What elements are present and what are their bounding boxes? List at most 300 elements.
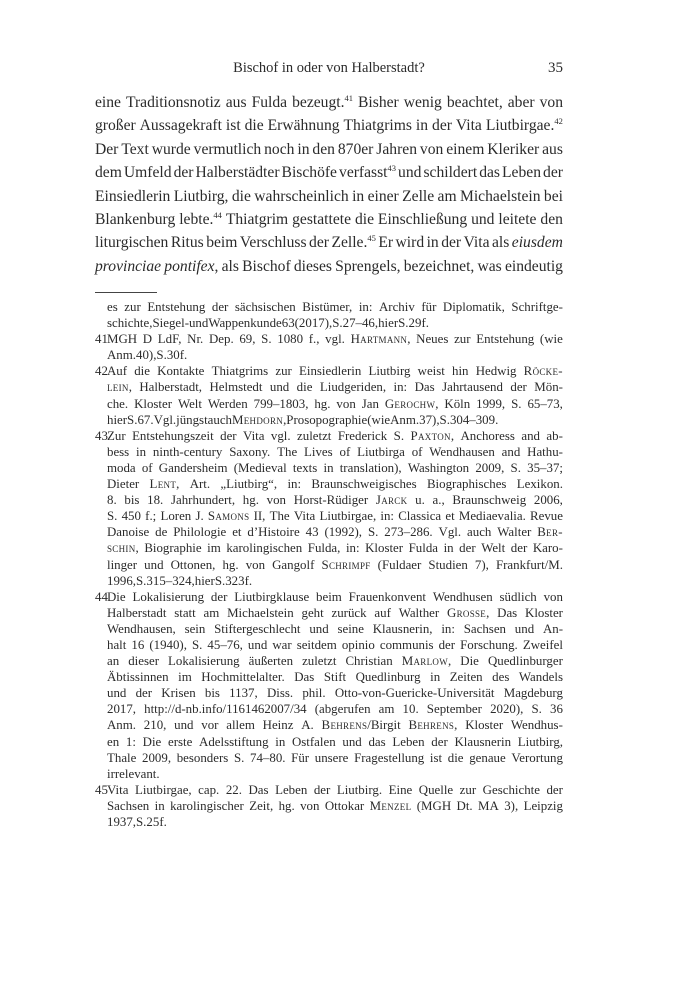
text-run: für — [421, 300, 437, 314]
author-name-small-caps: Gerochw — [384, 396, 436, 411]
word — [107, 299, 118, 315]
word — [527, 460, 563, 476]
text-run: 43 — [305, 525, 319, 540]
word — [315, 750, 349, 766]
text-run: 450 — [121, 509, 141, 524]
text-run: eine — [95, 94, 121, 111]
word — [294, 508, 315, 524]
word — [107, 814, 136, 830]
text-run: wurde — [151, 140, 191, 158]
text-run: Lives — [304, 444, 333, 459]
word — [521, 428, 540, 444]
word — [511, 460, 521, 476]
word — [144, 557, 163, 573]
word — [229, 444, 270, 460]
word — [540, 91, 563, 114]
word — [343, 315, 378, 331]
text-run: bis — [124, 493, 140, 508]
footnote-number: 45 — [95, 782, 108, 797]
text-run: als — [491, 234, 510, 252]
word — [107, 460, 136, 476]
word — [467, 524, 491, 540]
text-run: 18. — [147, 493, 164, 508]
text-run: Auf — [107, 364, 128, 379]
text-run: 45–76, — [207, 637, 243, 652]
text-run: Vita — [455, 117, 482, 135]
text-run: (2017), — [294, 316, 333, 331]
text-run: Die — [142, 734, 162, 749]
word — [132, 589, 204, 605]
text-run: Jahren — [376, 140, 417, 158]
word — [476, 331, 534, 347]
text-run: S. — [511, 396, 522, 411]
word — [460, 782, 476, 798]
text-run: Jahrtausend — [442, 380, 503, 395]
text-run: 25 — [146, 815, 160, 829]
text-run: Das — [497, 605, 518, 620]
word — [124, 492, 139, 508]
author-name-small-caps: lein — [107, 380, 129, 395]
author-name-small-caps: Marlow — [401, 654, 449, 669]
text-run: wird — [395, 234, 425, 252]
word — [300, 798, 319, 814]
word — [359, 299, 373, 315]
word — [248, 782, 268, 798]
text-run: Anm. — [107, 718, 137, 733]
text-run: Dep. — [208, 332, 234, 347]
word — [524, 363, 563, 379]
text-run: Lokalisierung — [168, 654, 240, 669]
text-run: Jan — [361, 396, 379, 411]
word — [154, 412, 177, 428]
text-run: Für — [291, 750, 310, 765]
text-run: MA — [478, 798, 499, 813]
text-run: 304–309. — [449, 412, 499, 427]
word — [149, 637, 187, 653]
footnote-line — [107, 798, 563, 814]
text-run: der — [432, 117, 452, 135]
text-run: Braunschweig — [452, 493, 527, 508]
word — [419, 412, 439, 428]
word — [220, 476, 277, 492]
text-run: Dieter — [107, 477, 140, 492]
text-run: Thale — [107, 750, 137, 765]
word — [355, 208, 374, 231]
text-run: den — [540, 210, 563, 228]
text-run: Sprengels, — [335, 257, 401, 275]
word — [180, 347, 188, 363]
text-run: 1137, — [229, 686, 258, 701]
text-run: in — [430, 670, 441, 685]
footnote-line — [107, 299, 563, 315]
word — [177, 750, 229, 766]
text-run: aber — [507, 94, 535, 111]
word — [524, 798, 563, 814]
word — [136, 685, 152, 701]
text-run: vgl. — [325, 332, 345, 347]
footnote-line — [107, 717, 563, 733]
word — [394, 428, 404, 444]
word — [441, 231, 461, 254]
word — [295, 315, 333, 331]
word — [465, 717, 503, 733]
word — [419, 782, 453, 798]
text-run: Die — [460, 654, 479, 669]
text-run: Äbtissinnen — [107, 670, 169, 685]
text-run: Ottonen, — [170, 557, 216, 572]
text-run: seine — [337, 621, 364, 636]
text-run: und — [188, 316, 209, 331]
word — [208, 508, 249, 524]
word — [511, 750, 563, 766]
text-run: Bistümer, — [302, 300, 353, 314]
text-run: 210, — [143, 718, 167, 733]
word — [402, 185, 434, 208]
footnote-line — [107, 782, 563, 798]
footnote-42 — [95, 363, 563, 427]
text-run: en — [107, 734, 120, 749]
word — [142, 460, 153, 476]
word — [358, 91, 399, 114]
text-run: Werden — [207, 396, 248, 411]
text-run: zur — [459, 782, 477, 797]
text-run: einer — [367, 187, 399, 205]
text-run: 2009, — [142, 750, 172, 765]
word — [208, 412, 232, 428]
text-run: S. — [367, 525, 379, 540]
text-run: , — [283, 412, 287, 427]
text-run: Sachsen — [463, 621, 506, 636]
text-run: Siegel- — [152, 316, 189, 331]
word — [448, 750, 464, 766]
word — [444, 540, 454, 556]
word — [156, 347, 166, 363]
text-run: Lokalisierung — [132, 589, 205, 604]
text-run: auch — [207, 412, 232, 427]
text-run: , — [448, 654, 452, 669]
word — [136, 347, 156, 363]
word — [399, 605, 439, 621]
word — [187, 331, 203, 347]
word — [107, 653, 119, 669]
footnote-45 — [95, 782, 563, 830]
word — [338, 428, 387, 444]
word — [107, 621, 176, 637]
word — [418, 363, 445, 379]
footnote-number: 42 — [95, 364, 108, 379]
italic-text: provinciae — [95, 257, 162, 275]
word — [373, 621, 433, 637]
text-run: 2020), — [490, 702, 524, 717]
text-run: Michaelstein — [459, 187, 541, 205]
text-run: Heinz — [262, 718, 294, 733]
text-run: Horst-Rüdiger — [293, 493, 369, 508]
text-run: J. — [195, 509, 204, 524]
word — [194, 138, 262, 161]
text-run: von — [336, 396, 356, 411]
word — [211, 589, 227, 605]
footnote-line — [107, 412, 563, 428]
text-run: karolingischer — [170, 798, 244, 813]
text-run: Liutbirgae. — [485, 117, 555, 135]
text-run: die — [134, 364, 150, 379]
word — [404, 255, 475, 278]
text-run: 1: — [125, 734, 136, 749]
text-run: Zweifel — [522, 637, 563, 652]
word — [107, 589, 126, 605]
footnote-line — [107, 589, 563, 605]
word — [95, 255, 161, 278]
footnote-line — [107, 331, 563, 347]
author-name-small-caps: Samons — [207, 509, 250, 524]
text-run: a., — [432, 493, 445, 508]
word — [153, 444, 222, 460]
text-run: Kleriker — [487, 140, 540, 158]
text-run: von — [300, 798, 320, 813]
word — [357, 444, 405, 460]
word — [250, 750, 285, 766]
word — [286, 412, 367, 428]
word — [107, 701, 136, 717]
text-run: bezeugt. — [292, 94, 345, 111]
author-name-small-caps: Schrimpf — [321, 557, 371, 572]
author-name-small-caps: Mehdorn — [232, 412, 284, 427]
text-run: in — [415, 117, 429, 135]
text-run: sächsischen — [234, 300, 296, 314]
word — [427, 476, 506, 492]
footnote-line — [107, 363, 563, 379]
text-run: Vita — [243, 428, 265, 443]
word — [408, 717, 457, 733]
word — [122, 508, 141, 524]
text-run: Traditionsnotiz — [126, 94, 221, 111]
text-run: in: — [358, 300, 373, 314]
text-run: 2009, — [475, 460, 505, 475]
text-run: Einschließung — [377, 210, 468, 228]
word — [457, 798, 473, 814]
text-run: Aussagekraft — [139, 117, 222, 135]
text-run: Quedlinburg — [355, 670, 421, 685]
text-run: (abgerufen — [314, 702, 371, 717]
word — [124, 161, 172, 184]
word — [107, 379, 132, 395]
body-line — [95, 231, 563, 254]
text-run: texts — [292, 460, 318, 475]
word — [222, 557, 238, 573]
text-run: am — [437, 187, 457, 205]
word — [445, 508, 454, 524]
word — [107, 734, 119, 750]
text-run: Liutbirg. — [336, 782, 383, 797]
text-run: Zelle — [402, 187, 435, 205]
word — [173, 524, 226, 540]
text-run: sein — [184, 621, 206, 636]
word — [331, 231, 375, 254]
text-run: Adelsstiftung — [199, 734, 269, 749]
text-run: Classica — [398, 509, 442, 524]
text-run: genaue — [469, 750, 506, 765]
word — [498, 208, 536, 231]
text-run: (1940), — [149, 637, 187, 652]
text-run: 10. — [402, 702, 419, 717]
text-run: irrelevant. — [107, 766, 160, 781]
text-run: bezeichnet, — [403, 257, 475, 275]
text-run: das — [368, 734, 386, 749]
text-run: 30 — [166, 348, 180, 363]
text-run: II, — [253, 509, 266, 524]
word — [304, 444, 333, 460]
text-run: Mediaevalia. — [458, 509, 526, 524]
word — [432, 114, 452, 137]
text-run: auch — [467, 525, 492, 540]
footnote-line — [107, 685, 563, 701]
text-run: Jahrhundert, — [171, 493, 236, 508]
word — [511, 717, 563, 733]
word — [292, 91, 353, 114]
text-run: Wendhusen — [432, 589, 493, 604]
text-run: Hochmittelalter. — [201, 670, 285, 685]
word — [294, 492, 368, 508]
text-run: , — [407, 332, 411, 347]
text-run: hier — [194, 573, 215, 588]
word — [527, 396, 562, 412]
text-run: von — [419, 140, 444, 158]
text-run: statt — [174, 605, 196, 620]
word — [354, 750, 424, 766]
footnote-reference: 41 — [344, 93, 353, 103]
word — [294, 255, 332, 278]
word — [342, 637, 375, 653]
text-run: Revue — [530, 509, 563, 524]
word — [143, 734, 162, 750]
word — [185, 621, 206, 637]
footnote-line — [107, 621, 563, 637]
word — [168, 653, 240, 669]
word — [540, 208, 563, 231]
text-run: of — [339, 444, 351, 459]
word — [459, 508, 526, 524]
word — [416, 114, 428, 137]
text-run: Leipzig — [523, 798, 563, 813]
word — [179, 208, 222, 231]
word — [107, 766, 160, 782]
word — [287, 476, 301, 492]
word — [492, 669, 509, 685]
text-run: phil. — [302, 686, 326, 701]
text-run: Thiatgrims — [343, 117, 412, 135]
body-line — [95, 185, 563, 208]
footnote-line — [107, 315, 563, 331]
word — [471, 208, 494, 231]
word — [340, 460, 402, 476]
word — [254, 185, 348, 208]
word — [389, 782, 413, 798]
word — [544, 185, 563, 208]
text-run: 40), — [136, 348, 157, 363]
word — [291, 750, 309, 766]
text-run: in: — [441, 621, 455, 636]
text-run: Liutbirg — [368, 364, 411, 379]
text-run: Liutbirgae, — [319, 509, 377, 524]
text-run: Anm. — [390, 412, 420, 427]
text-run: der — [313, 782, 331, 797]
text-run: (Medieval — [233, 460, 287, 475]
word — [481, 540, 505, 556]
text-run: S. — [332, 316, 343, 331]
text-run: Washington — [407, 460, 470, 475]
text-run: communis — [379, 637, 434, 652]
text-run: der — [135, 686, 153, 701]
word — [201, 669, 284, 685]
word — [323, 460, 333, 476]
text-run: der — [459, 541, 476, 556]
text-run: Diplomatik, — [442, 300, 505, 314]
word — [452, 492, 526, 508]
word — [127, 412, 137, 428]
word — [189, 315, 208, 331]
text-run: Einsiedlerin — [95, 187, 171, 205]
word — [505, 255, 563, 278]
footnote-line — [107, 605, 563, 621]
text-run: Die — [107, 589, 126, 604]
word — [394, 379, 408, 395]
word — [254, 396, 309, 412]
text-run: (1992), — [324, 525, 363, 540]
text-run: Hedwig — [475, 364, 517, 379]
word — [378, 208, 467, 231]
footnote-line — [107, 669, 563, 685]
word — [378, 231, 393, 254]
body-line — [95, 255, 563, 278]
word — [220, 428, 236, 444]
text-run: Walther — [398, 605, 440, 620]
footnote-line — [107, 637, 563, 653]
word — [368, 734, 385, 750]
text-run: Thiatgrims — [211, 364, 269, 379]
text-run: 273–286. — [384, 525, 433, 540]
word — [447, 91, 503, 114]
word — [339, 161, 396, 184]
text-run: Kloster — [465, 718, 504, 733]
word — [525, 605, 563, 621]
word — [540, 331, 563, 347]
word — [107, 540, 139, 556]
text-run: zur — [124, 300, 141, 314]
word — [279, 798, 295, 814]
word — [550, 701, 563, 717]
footnote-line — [107, 460, 563, 476]
text-run: 65–73, — [527, 396, 563, 411]
word — [312, 138, 335, 161]
text-run: Biographie — [144, 541, 202, 556]
text-run: The — [277, 444, 298, 459]
text-run: Einsiedlerin — [298, 364, 362, 379]
word — [487, 138, 539, 161]
word — [107, 717, 136, 733]
footnotes — [95, 299, 563, 830]
word — [107, 669, 169, 685]
text-run: Leben — [275, 782, 308, 797]
word — [299, 363, 361, 379]
word — [441, 621, 455, 637]
text-run: von — [543, 589, 563, 604]
text-run: wahrscheinlich — [254, 187, 349, 205]
word — [302, 605, 324, 621]
text-run: Diss. — [266, 686, 294, 701]
text-run: schildert — [423, 164, 478, 182]
footnote-line — [107, 492, 563, 508]
footnote-line — [107, 734, 563, 750]
